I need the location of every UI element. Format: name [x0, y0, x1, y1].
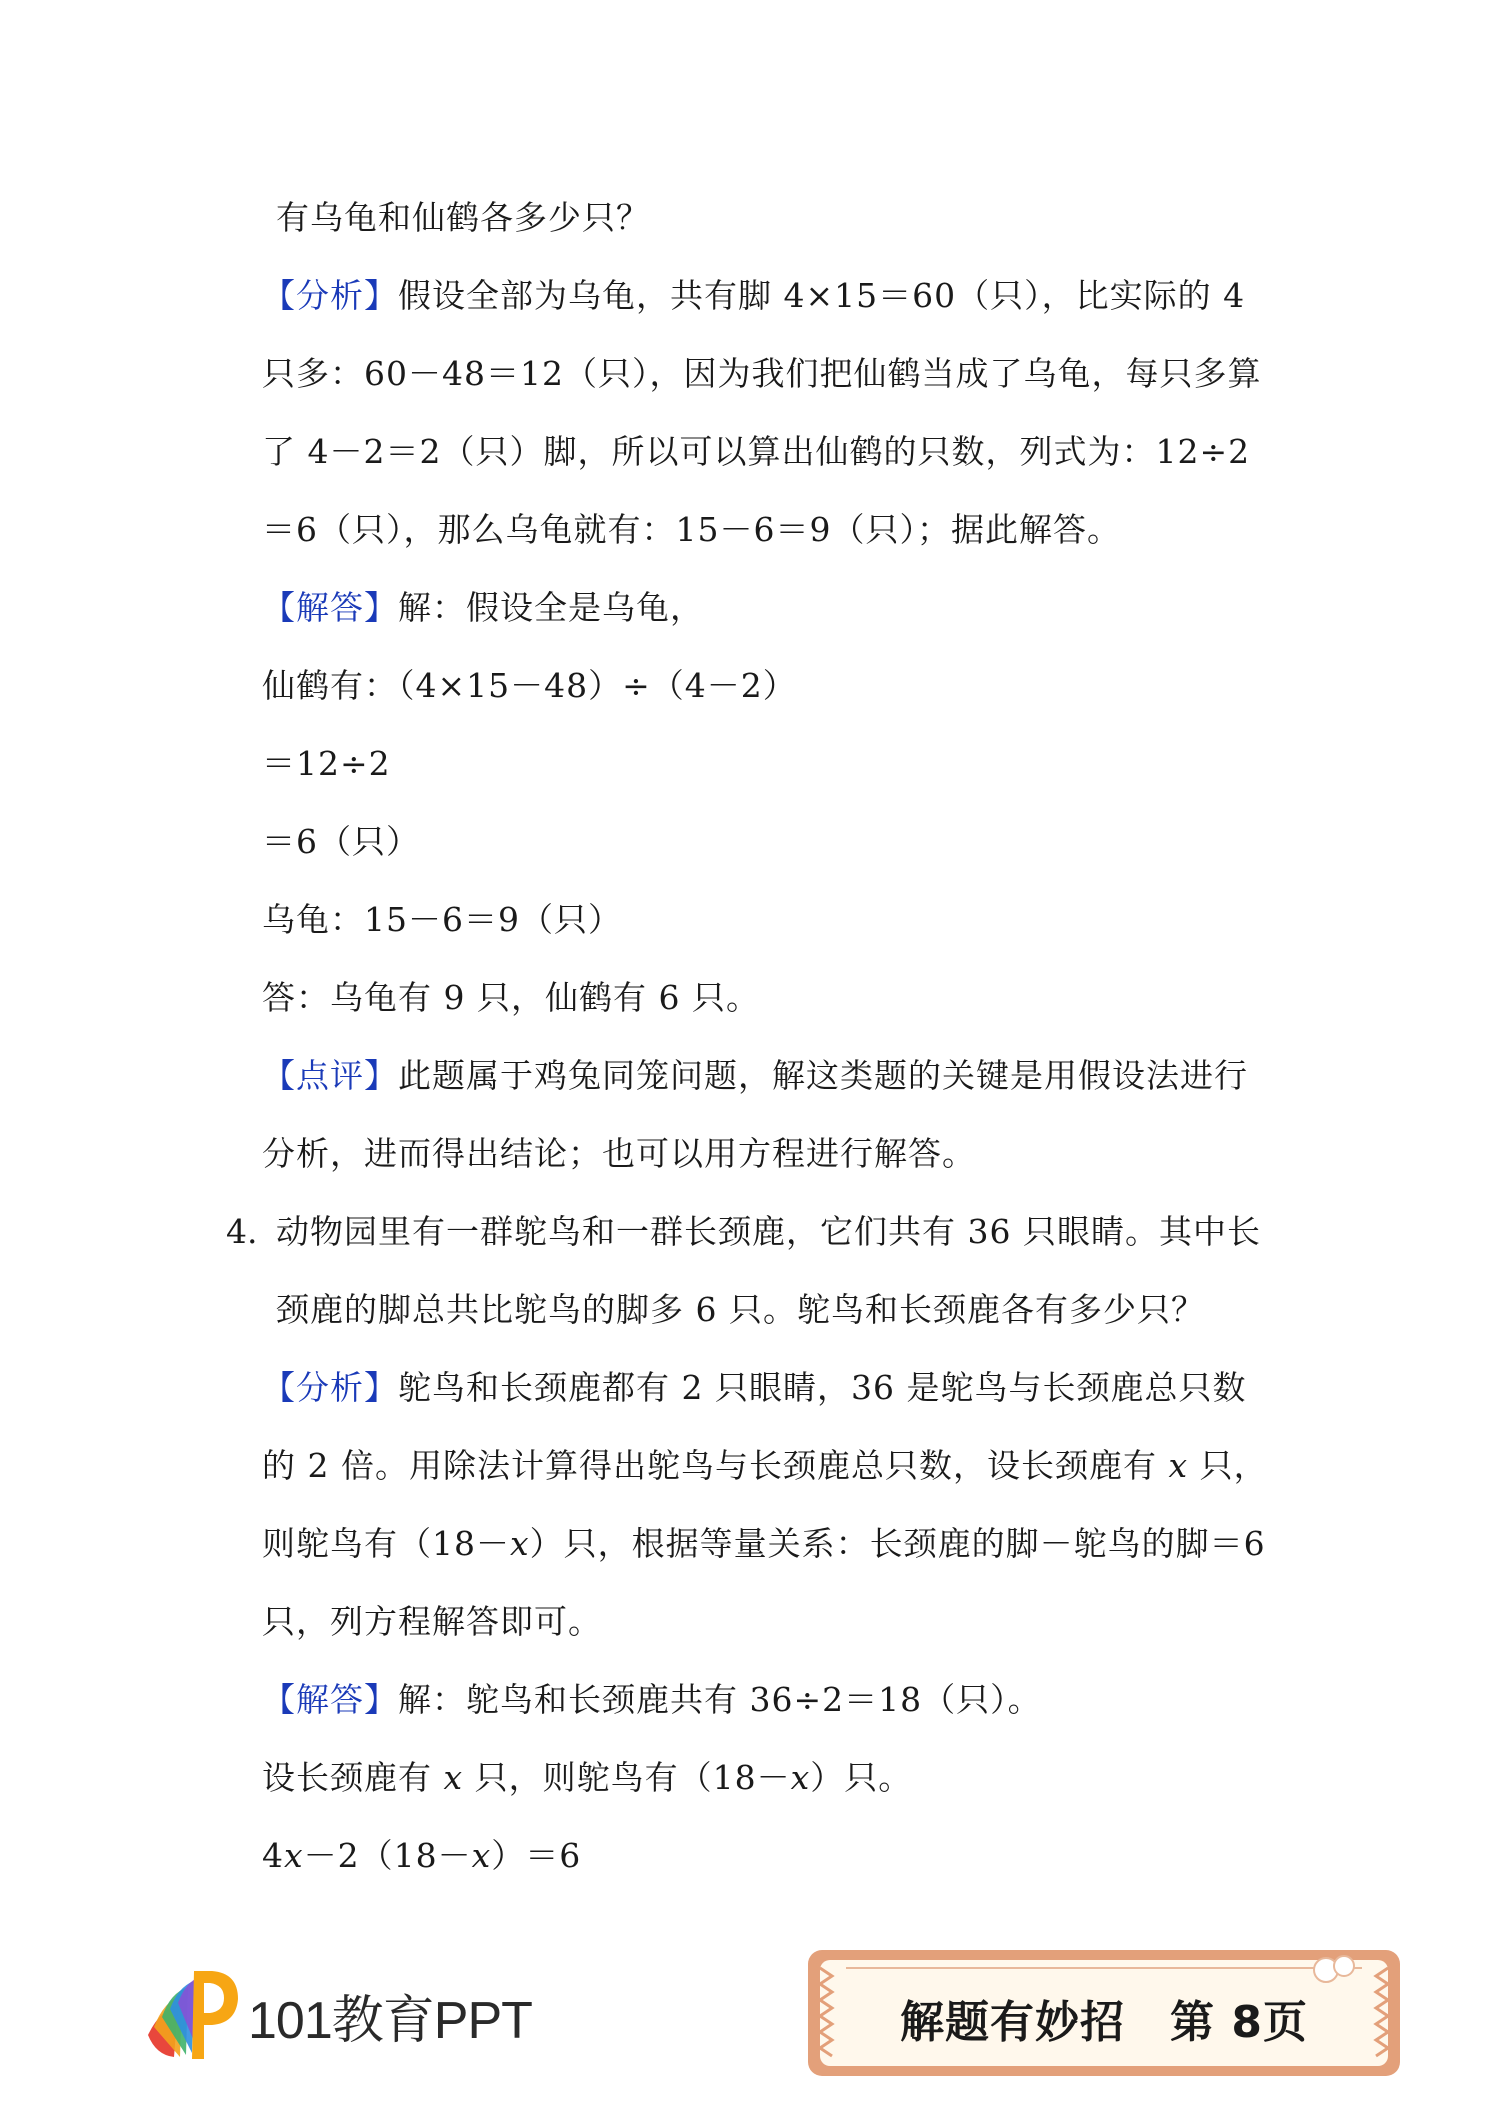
text-line: 解：鸵鸟和长颈鹿共有 36÷2＝18（只）。: [398, 1680, 1042, 1719]
text-segment: 只，: [1188, 1446, 1268, 1485]
text-line: 解：假设全是乌龟，: [398, 588, 704, 627]
text-line: 此题属于鸡兔同笼问题，解这类题的关键是用假设法进行: [398, 1056, 1248, 1095]
variable: x: [790, 1758, 811, 1797]
equation-line: [262, 1834, 581, 1878]
answer-paragraph: [262, 586, 704, 630]
analysis-paragraph: [262, 1366, 1246, 1410]
answer-tag: 【解答】: [262, 1680, 398, 1719]
equation-line: 仙鹤有：（4×15－48）÷（4－2）: [262, 666, 797, 705]
text-line: ＝6（只），那么乌龟就有：15－6＝9（只）；据此解答。: [262, 510, 1121, 549]
question-line: 颈鹿的脚总共比鸵鸟的脚多 6 只。鸵鸟和长颈鹿各有多少只？: [276, 1290, 1205, 1329]
equation-line: ＝12÷2: [262, 744, 391, 783]
question-line: 动物园里有一群鸵鸟和一群长颈鹿，它们共有 36 只眼睛。其中长: [276, 1212, 1261, 1251]
text-segment: 设长颈鹿有: [262, 1758, 444, 1797]
text-segment: ）只，根据等量关系：长颈鹿的脚－鸵鸟的脚＝6: [529, 1524, 1266, 1563]
text-line: 只多：60－48＝12（只），因为我们把仙鹤当成了乌龟，每只多算: [262, 354, 1262, 393]
review-paragraph: [262, 1054, 1248, 1098]
review-tag: 【点评】: [262, 1056, 398, 1095]
variable: x: [284, 1836, 304, 1875]
question-line: 有乌龟和仙鹤各多少只？: [276, 198, 650, 237]
text-segment: ）只。: [810, 1758, 913, 1797]
question-number: 4.: [226, 1212, 258, 1251]
text-line: [262, 1522, 1266, 1566]
text-segment: 则鸵鸟有（18－: [262, 1524, 510, 1563]
text-segment: ）＝6: [491, 1836, 582, 1875]
page-badge-label: 解题有妙招 第 8页: [900, 1997, 1308, 2048]
brand-logo-icon: [140, 1965, 240, 2065]
text-segment: 4: [262, 1836, 284, 1875]
text-line: 分析，进而得出结论；也可以用方程进行解答。: [262, 1134, 976, 1173]
analysis-tag: 【分析】: [262, 1368, 398, 1407]
answer-tag: 【解答】: [262, 588, 398, 627]
analysis-paragraph: [262, 274, 1245, 318]
text-line: 假设全部为乌龟，共有脚 4×15＝60（只），比实际的 4: [398, 276, 1246, 315]
text-line: 鸵鸟和长颈鹿都有 2 只眼睛，36 是鸵鸟与长颈鹿总只数: [398, 1368, 1247, 1407]
variable: x: [510, 1524, 530, 1563]
variable: x: [1168, 1446, 1189, 1485]
variable: x: [471, 1836, 492, 1875]
equation-line: 乌龟：15－6＝9（只）: [262, 900, 622, 939]
text-segment: 的 2 倍。用除法计算得出鸵鸟与长颈鹿总只数，设长颈鹿有: [262, 1446, 1169, 1485]
brand-name: 101教育PPT: [248, 1992, 532, 2050]
text-segment: －2（18－: [303, 1836, 472, 1875]
equation-line: ＝6（只）: [262, 822, 420, 861]
answer-paragraph: [262, 1678, 1042, 1722]
text-line: 了 4－2＝2（只）脚，所以可以算出仙鹤的只数，列式为：12÷2: [262, 432, 1251, 471]
text-line: [262, 1756, 912, 1800]
text-segment: 只，则鸵鸟有（18－: [463, 1758, 791, 1797]
variable: x: [443, 1758, 464, 1797]
analysis-tag: 【分析】: [262, 276, 398, 315]
text-line: [262, 1444, 1268, 1488]
answer-line: 答：乌龟有 9 只，仙鹤有 6 只。: [262, 978, 760, 1017]
text-line: 只，列方程解答即可。: [262, 1602, 602, 1641]
